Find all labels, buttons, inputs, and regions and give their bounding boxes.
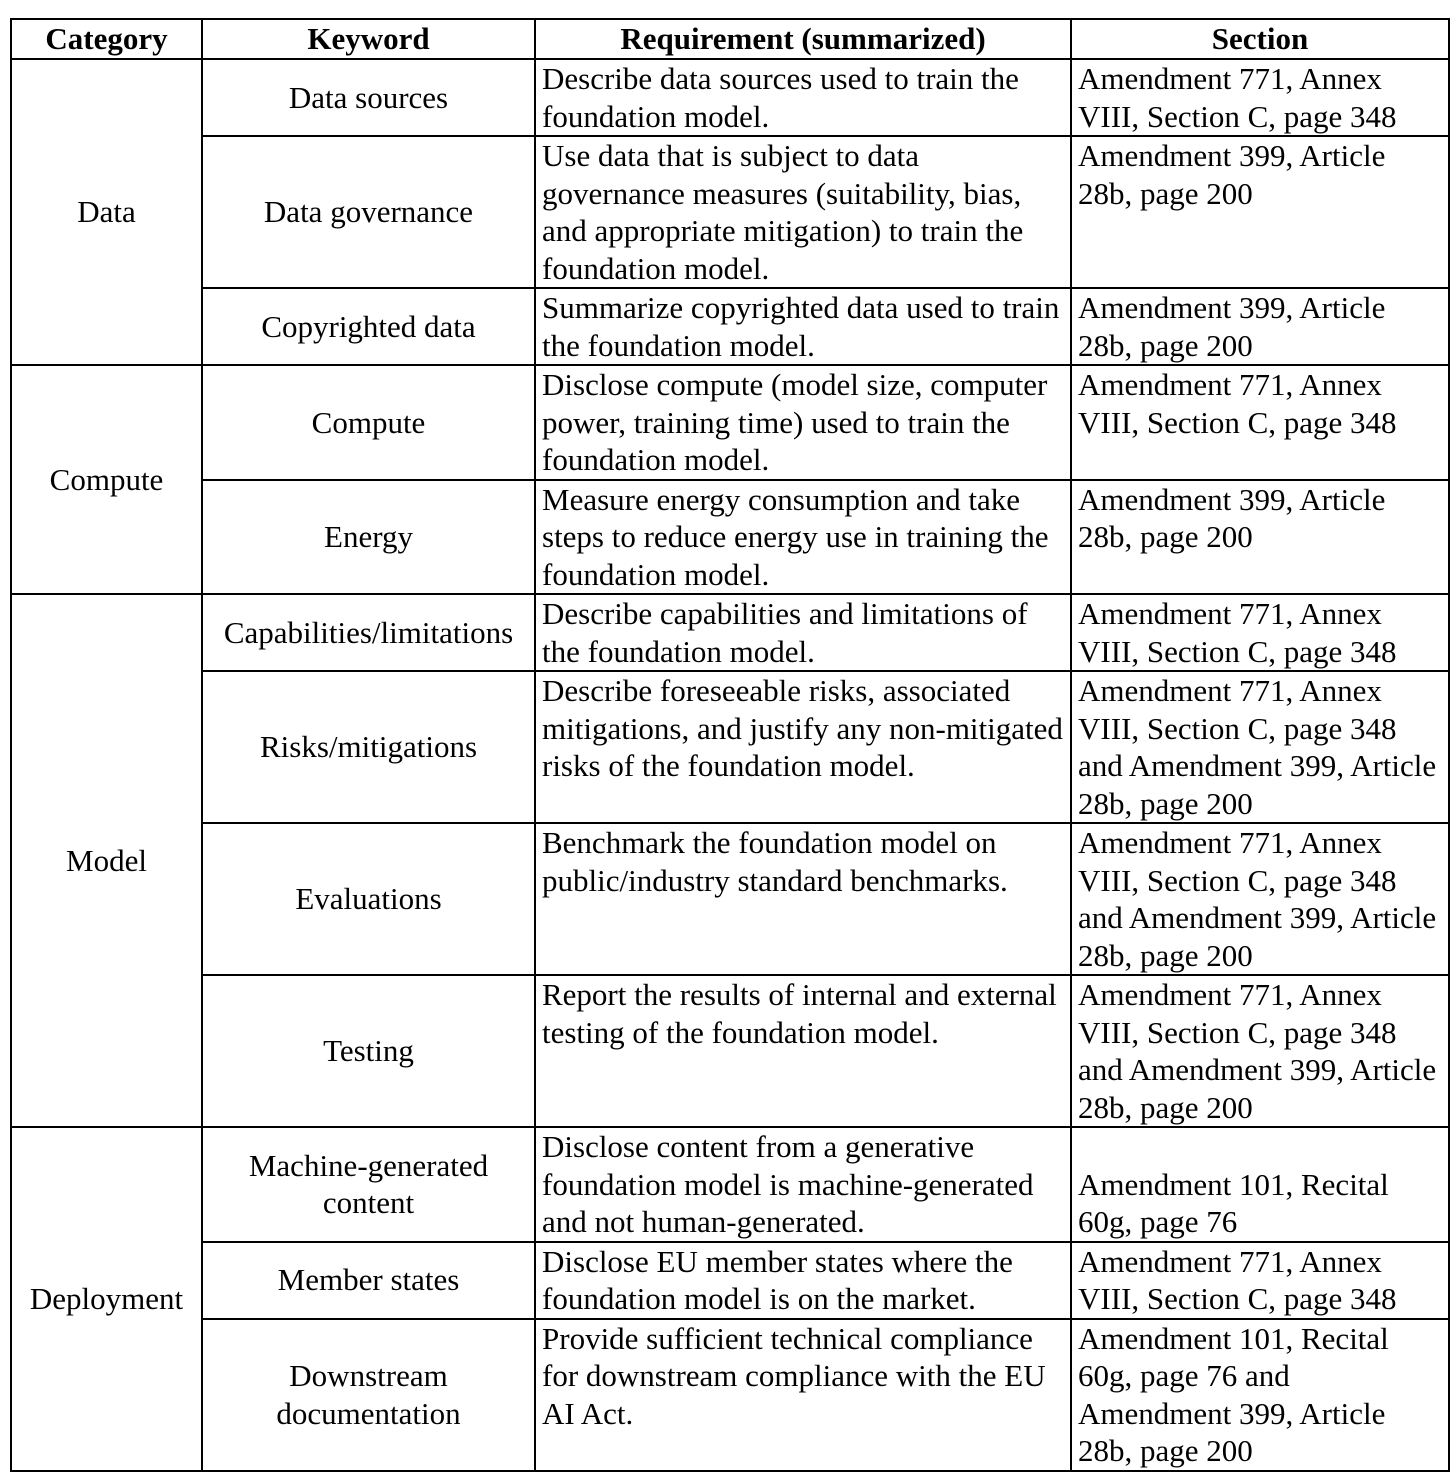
keyword-cell: Compute	[202, 365, 535, 480]
requirement-cell: Disclose EU member states where the foundation model is on the market.	[535, 1242, 1071, 1319]
category-cell: Model	[11, 594, 202, 1127]
section-cell: Amendment 771, Annex VIII, Section C, page 348	[1071, 365, 1449, 480]
section-cell: Amendment 771, Annex VIII, Section C, page 348 and Amendment 399, Article 28b, page 200	[1071, 671, 1449, 823]
section-cell: Amendment 101, Recital 60g, page 76 and Amendment 399, Article 28b, page 200	[1071, 1319, 1449, 1471]
keyword-cell: Copyrighted data	[202, 288, 535, 365]
requirement-cell: Describe data sources used to train the foundation model.	[535, 59, 1071, 136]
keyword-cell: Capabilities/limitations	[202, 594, 535, 671]
requirement-cell: Report the results of internal and external testing of the foundation model.	[535, 975, 1071, 1127]
requirements-table	[10, 18, 1450, 1472]
header-section: Section	[1071, 19, 1449, 59]
table-row	[11, 823, 1449, 975]
requirement-cell: Provide sufficient technical compliance for downstream compliance with the EU AI Act.	[535, 1319, 1071, 1471]
requirement-cell: Disclose content from a generative foundation model is machine-generated and not human-generated.	[535, 1127, 1071, 1242]
table-row	[11, 1127, 1449, 1242]
requirement-cell: Use data that is subject to data governance measures (suitability, bias, and appropriate mitigation) to train the foundation model.	[535, 136, 1071, 288]
keyword-cell: Machine-generated content	[202, 1127, 535, 1242]
section-cell: Amendment 399, Article 28b, page 200	[1071, 288, 1449, 365]
keyword-cell: Downstream documentation	[202, 1319, 535, 1471]
table-row	[11, 671, 1449, 823]
keyword-cell: Data sources	[202, 59, 535, 136]
table-row	[11, 59, 1449, 136]
section-cell: Amendment 771, Annex VIII, Section C, page 348 and Amendment 399, Article 28b, page 200	[1071, 975, 1449, 1127]
section-cell: Amendment 399, Article 28b, page 200	[1071, 136, 1449, 288]
keyword-cell: Energy	[202, 480, 535, 595]
table-row	[11, 288, 1449, 365]
header-keyword: Keyword	[202, 19, 535, 59]
section-cell: Amendment 399, Article 28b, page 200	[1071, 480, 1449, 595]
requirement-cell: Disclose compute (model size, computer power, training time) used to train the foundation model.	[535, 365, 1071, 480]
section-cell: Amendment 771, Annex VIII, Section C, page 348	[1071, 1242, 1449, 1319]
header-requirement: Requirement (summarized)	[535, 19, 1071, 59]
section-cell: Amendment 771, Annex VIII, Section C, page 348	[1071, 594, 1449, 671]
header-row	[11, 19, 1449, 59]
requirement-cell: Summarize copyrighted data used to train the foundation model.	[535, 288, 1071, 365]
table-row	[11, 136, 1449, 288]
keyword-cell: Testing	[202, 975, 535, 1127]
requirement-cell: Describe foreseeable risks, associated mitigations, and justify any non-mitigated risks of the foundation model.	[535, 671, 1071, 823]
section-cell: Amendment 771, Annex VIII, Section C, page 348 and Amendment 399, Article 28b, page 200	[1071, 823, 1449, 975]
section-cell: Amendment 101, Recital 60g, page 76	[1071, 1127, 1449, 1242]
table-row	[11, 594, 1449, 671]
category-cell: Compute	[11, 365, 202, 594]
keyword-cell: Member states	[202, 1242, 535, 1319]
section-cell: Amendment 771, Annex VIII, Section C, page 348	[1071, 59, 1449, 136]
table-row	[11, 365, 1449, 480]
requirement-cell: Measure energy consumption and take steps to reduce energy use in training the foundation model.	[535, 480, 1071, 595]
table-row	[11, 1319, 1449, 1471]
keyword-cell: Risks/mitigations	[202, 671, 535, 823]
keyword-cell: Data governance	[202, 136, 535, 288]
category-cell: Data	[11, 59, 202, 365]
category-cell: Deployment	[11, 1127, 202, 1471]
requirement-cell: Describe capabilities and limitations of the foundation model.	[535, 594, 1071, 671]
keyword-cell: Evaluations	[202, 823, 535, 975]
table-row	[11, 1242, 1449, 1319]
table-row	[11, 480, 1449, 595]
requirement-cell: Benchmark the foundation model on public/industry standard benchmarks.	[535, 823, 1071, 975]
header-category: Category	[11, 19, 202, 59]
table-row	[11, 975, 1449, 1127]
